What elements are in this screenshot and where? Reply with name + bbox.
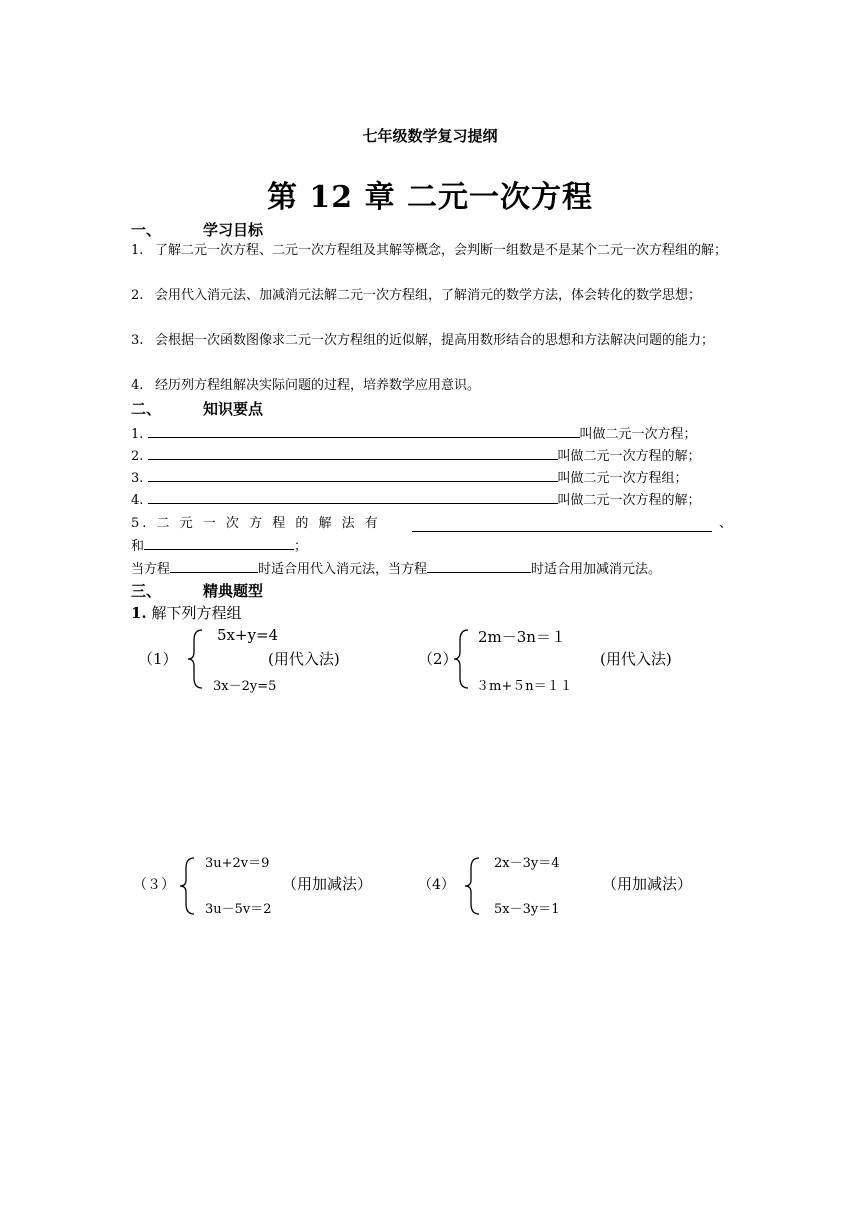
problem-1-label: （1）: [138, 650, 178, 668]
question-text: 解下列方程组: [151, 604, 242, 622]
goal-text: 经历列方程组解决实际问题的过程，培养数学应用意识。: [155, 378, 481, 393]
left-brace-icon: [463, 856, 483, 916]
knowledge-fill-3: [131, 467, 688, 490]
knowledge-fill-4: [131, 489, 701, 512]
goal-text: 了解二元一次方程、二元一次方程组及其解等概念，会判断一组数是不是某个二元一次方程组的解；: [155, 243, 728, 258]
fill-number: 4.: [131, 493, 144, 508]
document-subtitle: 七年级数学复习提纲: [362, 127, 498, 145]
section3-heading: [131, 580, 263, 601]
problem-2-label: （2）: [418, 650, 458, 668]
goal-item-1: [131, 240, 736, 284]
goal-item-2: [131, 285, 736, 329]
section3-title: 精典题型: [203, 582, 264, 600]
problem-2-method: (用代入法): [600, 650, 672, 668]
goal-number: 4.: [131, 378, 144, 393]
fill-6-c: 时适合用加减消元法。: [531, 562, 662, 577]
answer-blank[interactable]: [148, 423, 580, 438]
answer-blank[interactable]: [412, 517, 712, 532]
fill-6-b: 时适合用代入消元法，当方程: [258, 562, 428, 577]
question-1: [131, 602, 241, 623]
section2-heading: [131, 398, 263, 419]
problem-3-method: （用加减法）: [282, 875, 373, 893]
section2-title: 知识要点: [203, 400, 264, 418]
answer-blank[interactable]: [148, 489, 558, 504]
fill-6-a: 当方程: [131, 562, 171, 577]
answer-blank[interactable]: [148, 467, 558, 482]
fill-suffix: 叫做二元一次方程的解；: [557, 493, 701, 508]
problem-1-eq1: 5x+y=4: [217, 626, 279, 644]
answer-blank[interactable]: [427, 558, 531, 573]
left-brace-icon: [186, 628, 206, 690]
goal-text: 会用代入消元法、加减消元法解二元一次方程组，了解消元的数学方法，体会转化的数学思想；: [155, 288, 702, 303]
question-number: 1.: [131, 604, 147, 622]
problem-1-eq2: 3x－2y=5: [213, 679, 277, 694]
fill-suffix: 叫做二元一次方程组；: [557, 471, 688, 486]
problem-4-label: （4）: [418, 877, 455, 893]
problem-1-method: (用代入法): [268, 650, 340, 668]
section1-title: 学习目标: [203, 221, 264, 239]
knowledge-fill-5-cont: [131, 535, 307, 558]
fill-suffix: 叫做二元一次方程的解；: [557, 449, 701, 464]
goal-number: 1.: [131, 243, 144, 258]
chapter-title: 第 12 章 二元一次方程: [266, 180, 594, 215]
fill-number: 2.: [131, 449, 144, 464]
problem-3-eq2: 3u－5v＝2: [205, 902, 272, 917]
section3-number: 三、: [131, 582, 162, 600]
left-brace-icon: [178, 856, 198, 916]
problem-4-eq2: 5x－3y＝1: [494, 902, 560, 917]
goal-item-3: [131, 330, 736, 374]
fill-number: 3.: [131, 471, 144, 486]
problem-4-eq1: 2x－3y＝4: [494, 856, 560, 871]
problem-4-method: （用加减法）: [602, 875, 693, 893]
fill-5-end: ；: [294, 539, 308, 554]
fill-5-prefix: 5. 二 元 一 次 方 程 的 解 法 有: [131, 516, 381, 531]
goal-item-4: [131, 375, 736, 397]
knowledge-fill-1: [131, 423, 697, 446]
knowledge-fill-2: [131, 445, 701, 468]
section1-heading: [131, 219, 263, 240]
fill-number: 1.: [131, 427, 144, 442]
fill-suffix: 叫做二元一次方程；: [579, 427, 697, 442]
fill-5-and: 和: [131, 539, 145, 554]
goal-number: 2.: [131, 288, 144, 303]
knowledge-fill-5: [131, 513, 731, 535]
problem-3-eq1: 3u+2v＝9: [205, 856, 270, 871]
left-brace-icon: [452, 628, 472, 690]
goal-number: 3.: [131, 333, 144, 348]
problem-2-eq2: ３m+５n＝１１: [476, 679, 573, 694]
problem-3-label: （３）: [133, 877, 175, 893]
answer-blank[interactable]: [148, 445, 558, 460]
section2-number: 二、: [131, 400, 162, 418]
section1-number: 一、: [131, 221, 162, 239]
knowledge-fill-6: [131, 558, 661, 581]
fill-5-separator: 、: [719, 516, 733, 531]
answer-blank[interactable]: [144, 535, 294, 550]
problem-2-eq1: 2m－3n＝１: [478, 628, 566, 646]
answer-blank[interactable]: [170, 558, 258, 573]
goal-text: 会根据一次函数图像求二元一次方程组的近似解，提高用数形结合的思想和方法解决问题的能力；: [155, 333, 715, 348]
